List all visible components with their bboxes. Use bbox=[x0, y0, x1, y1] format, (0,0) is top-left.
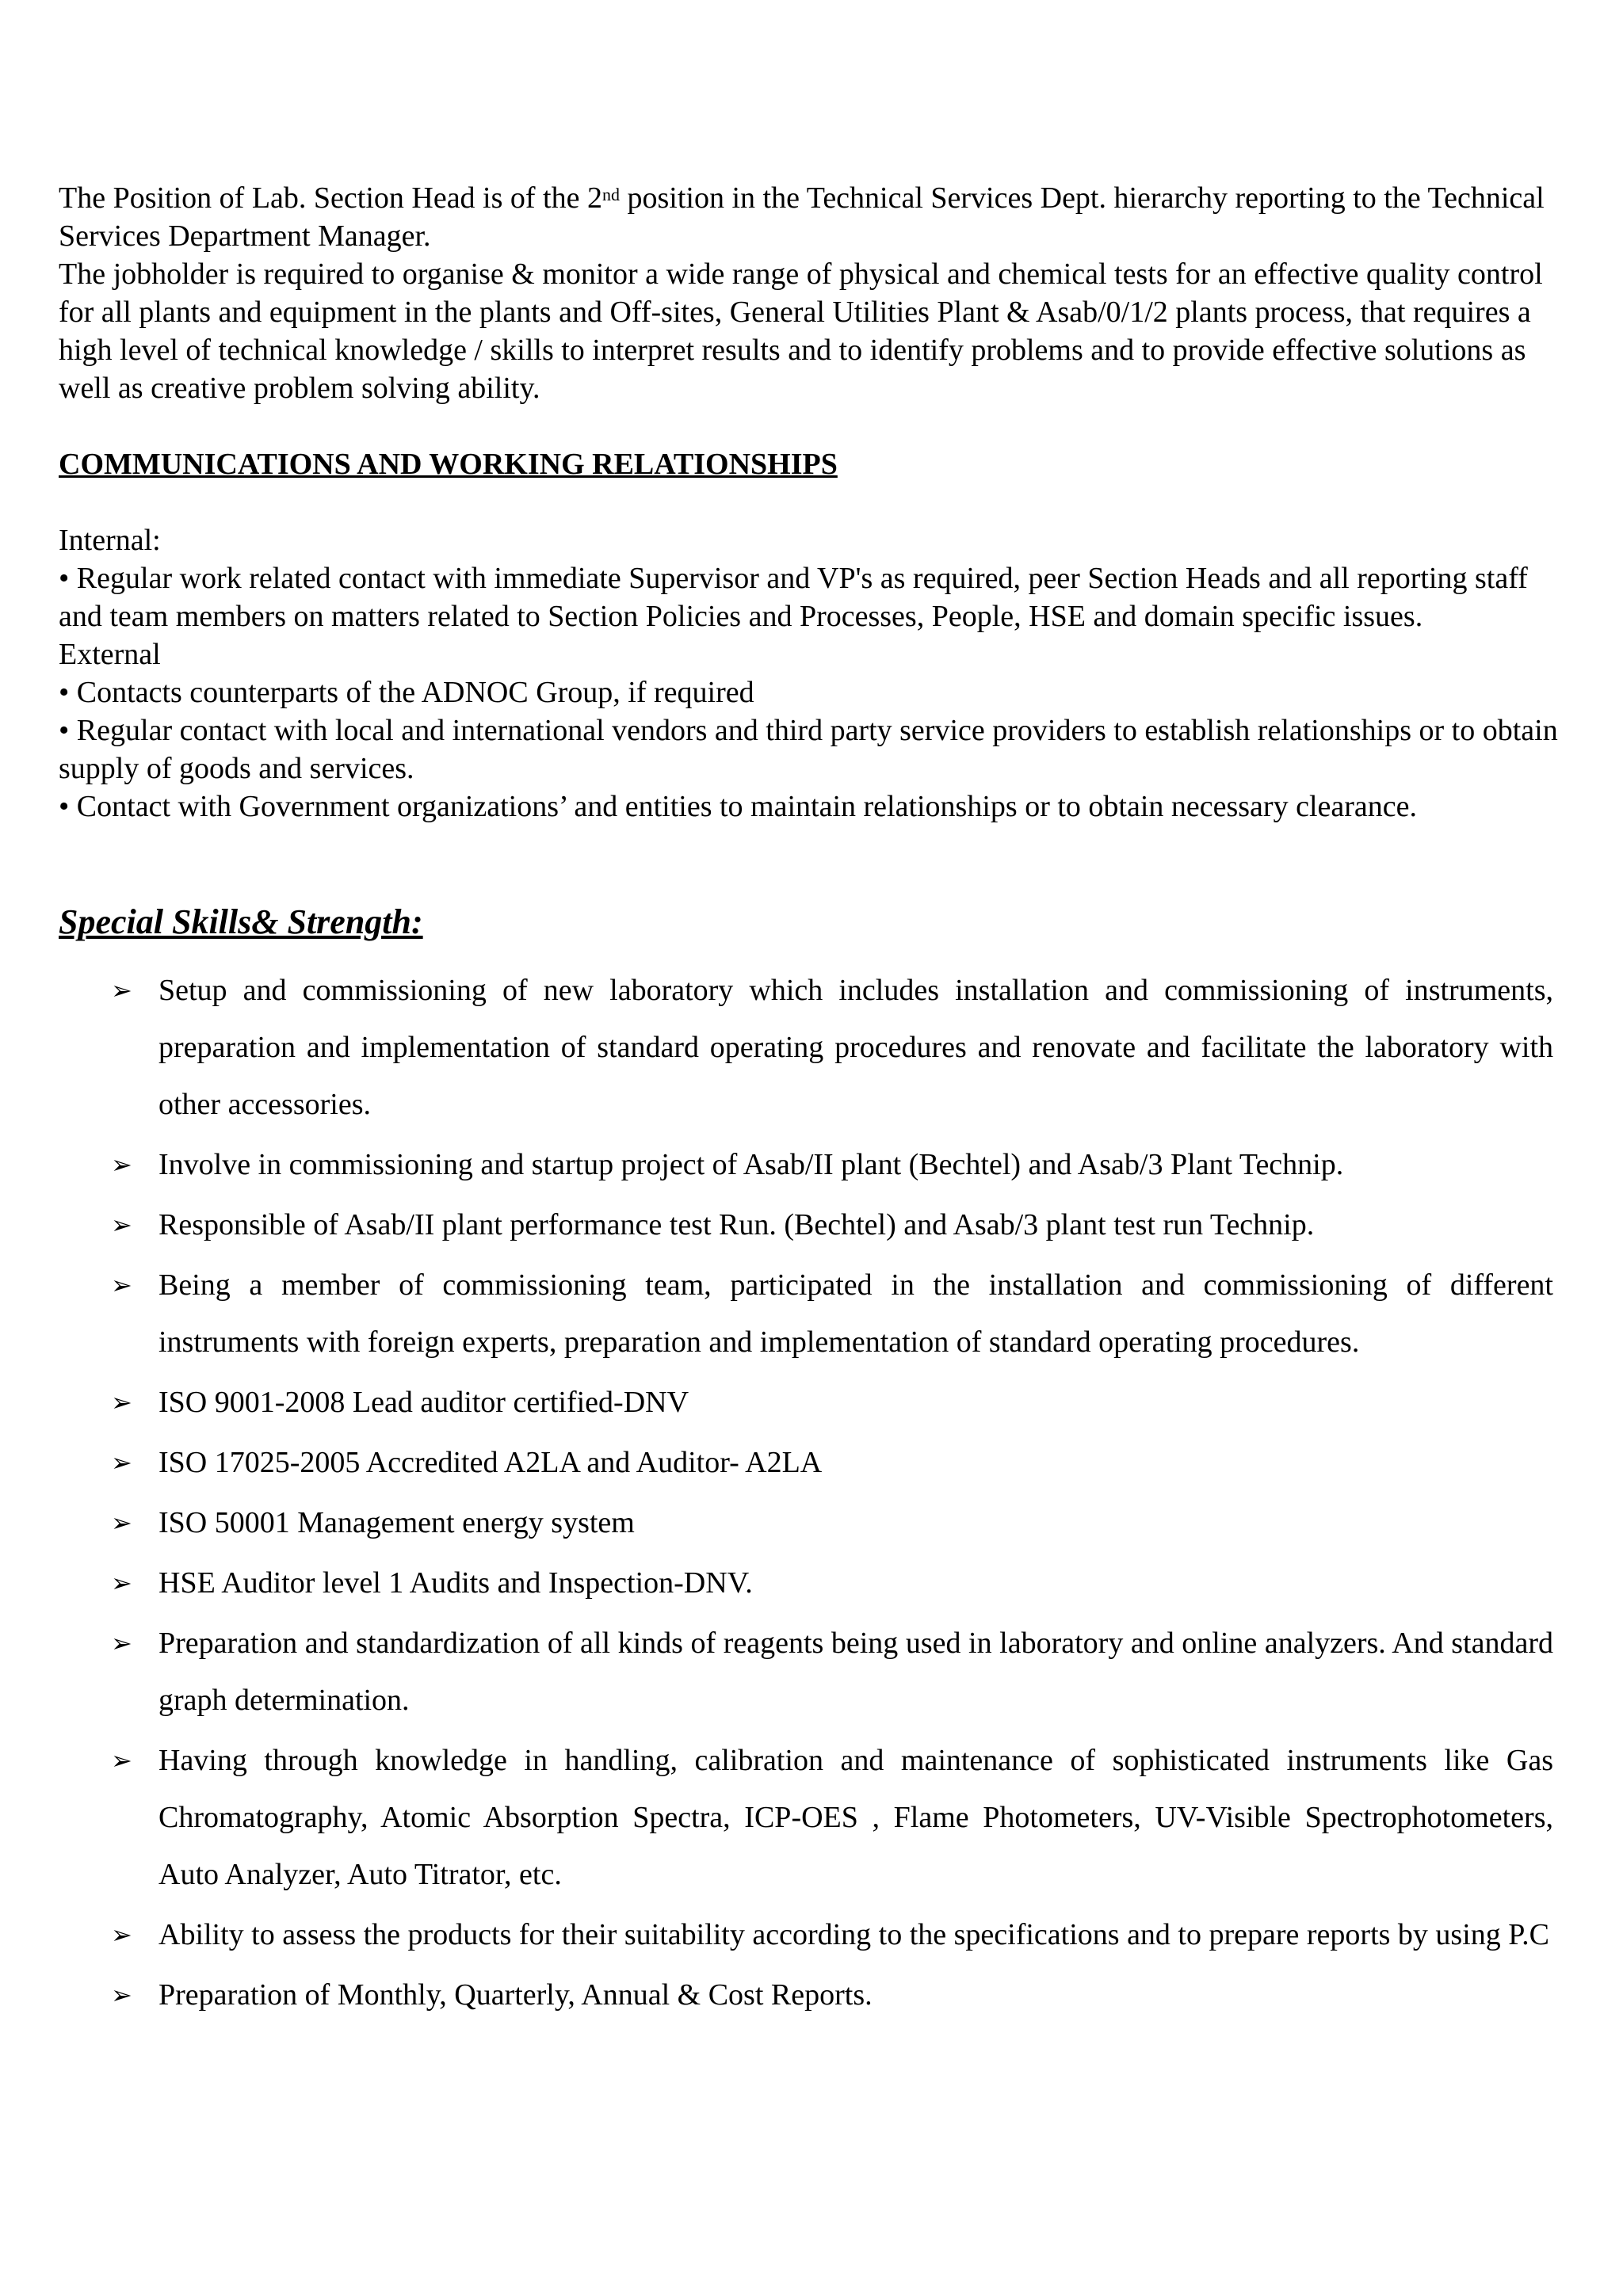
internal-item: • Regular work related contact with immediate Supervisor and VP's as required, peer Section Heads and all reporting staff and team members on matters related to Section Policies and Processes, People, HSE and domain specific issues. bbox=[59, 562, 1528, 633]
arrow-bullet-icon: ➢ bbox=[111, 975, 132, 1005]
skill-text: ISO 50001 Management energy system bbox=[158, 1506, 635, 1539]
intro-text-start: The Position of Lab. Section Head is of the 2 bbox=[59, 181, 602, 215]
list-item bbox=[111, 1257, 1553, 1371]
arrow-bullet-icon: ➢ bbox=[111, 1447, 132, 1478]
arrow-bullet-icon: ➢ bbox=[111, 1210, 132, 1240]
list-item bbox=[111, 1615, 1553, 1729]
arrow-bullet-icon: ➢ bbox=[111, 1387, 132, 1417]
list-item bbox=[111, 1906, 1553, 1963]
arrow-bullet-icon: ➢ bbox=[111, 1980, 132, 2010]
intro-text-end: position in the Technical Services Dept. hierarchy reporting to the Technical Services Department Manager. bbox=[59, 181, 1545, 253]
internal-label: Internal: bbox=[59, 524, 161, 557]
skill-text: HSE Auditor level 1 Audits and Inspection-DNV. bbox=[158, 1566, 753, 1600]
arrow-bullet-icon: ➢ bbox=[111, 1270, 132, 1300]
external-item: • Contacts counterparts of the ADNOC Group, if required bbox=[59, 676, 754, 709]
skill-text: Having through knowledge in handling, calibration and maintenance of sophisticated instruments like Gas Chromatography, Atomic Absorption Spectra, ICP-OES , Flame Photometers, UV-Visible Spectrophotometers, Auto Analyzer, Auto Titrator, etc. bbox=[158, 1744, 1553, 1891]
skill-text: Ability to assess the products for their suitability according to the specifications and to prepare reports by using P.C bbox=[158, 1918, 1550, 1951]
communications-heading: COMMUNICATIONS AND WORKING RELATIONSHIPS bbox=[59, 448, 838, 481]
list-item bbox=[111, 1196, 1553, 1253]
list-item bbox=[111, 1494, 1553, 1551]
skill-text: Setup and commissioning of new laboratory which includes installation and commissioning of instruments, preparation and implementation of standard operating procedures and renovate and facilitate the laboratory with other accessories. bbox=[158, 974, 1553, 1121]
external-label: External bbox=[59, 638, 161, 671]
list-item bbox=[111, 1434, 1553, 1491]
skill-text: ISO 17025-2005 Accredited A2LA and Auditor- A2LA bbox=[158, 1446, 823, 1479]
skills-heading: Special Skills& Strength: bbox=[59, 902, 423, 941]
external-item: • Contact with Government organizations’ and entities to maintain relationships or to obtain necessary clearance. bbox=[59, 790, 1417, 823]
arrow-bullet-icon: ➢ bbox=[111, 1628, 132, 1658]
communications-section bbox=[59, 521, 1564, 826]
ordinal-superscript: nd bbox=[602, 185, 620, 204]
list-item bbox=[111, 1966, 1553, 2023]
skill-text: Preparation and standardization of all kinds of reagents being used in laboratory and online analyzers. And standard graph determination. bbox=[158, 1627, 1553, 1717]
arrow-bullet-icon: ➢ bbox=[111, 1920, 132, 1950]
arrow-bullet-icon: ➢ bbox=[111, 1568, 132, 1598]
skill-text: Being a member of commissioning team, participated in the installation and commissioning of different instruments with foreign experts, preparation and implementation of standard operating procedures. bbox=[158, 1268, 1553, 1359]
skill-text: Responsible of Asab/II plant performance test Run. (Bechtel) and Asab/3 plant test run Technip. bbox=[158, 1208, 1315, 1241]
intro-paragraph-1 bbox=[59, 179, 1564, 255]
intro-section bbox=[59, 179, 1564, 407]
list-item bbox=[111, 1732, 1553, 1903]
skills-list bbox=[111, 962, 1553, 2027]
arrow-bullet-icon: ➢ bbox=[111, 1150, 132, 1180]
arrow-bullet-icon: ➢ bbox=[111, 1745, 132, 1775]
list-item bbox=[111, 962, 1553, 1133]
skill-text: Involve in commissioning and startup project of Asab/II plant (Bechtel) and Asab/3 Plant Technip. bbox=[158, 1148, 1344, 1181]
skill-text: ISO 9001-2008 Lead auditor certified-DNV bbox=[158, 1386, 689, 1419]
external-item: • Regular contact with local and international vendors and third party service providers to establish relationships or to obtain supply of goods and services. bbox=[59, 714, 1558, 785]
list-item bbox=[111, 1136, 1553, 1193]
intro-paragraph-2: The jobholder is required to organise & monitor a wide range of physical and chemical tests for an effective quality control for all plants and equipment in the plants and Off-sites, General Utilities Plant & Asab/0/1/2 plants process, that requires a high level of technical knowledge / skills to interpret results and to identify problems and to provide effective solutions as well as creative problem solving ability. bbox=[59, 257, 1543, 405]
arrow-bullet-icon: ➢ bbox=[111, 1508, 132, 1538]
list-item bbox=[111, 1374, 1553, 1431]
skill-text: Preparation of Monthly, Quarterly, Annual & Cost Reports. bbox=[158, 1978, 873, 2012]
list-item bbox=[111, 1554, 1553, 1611]
